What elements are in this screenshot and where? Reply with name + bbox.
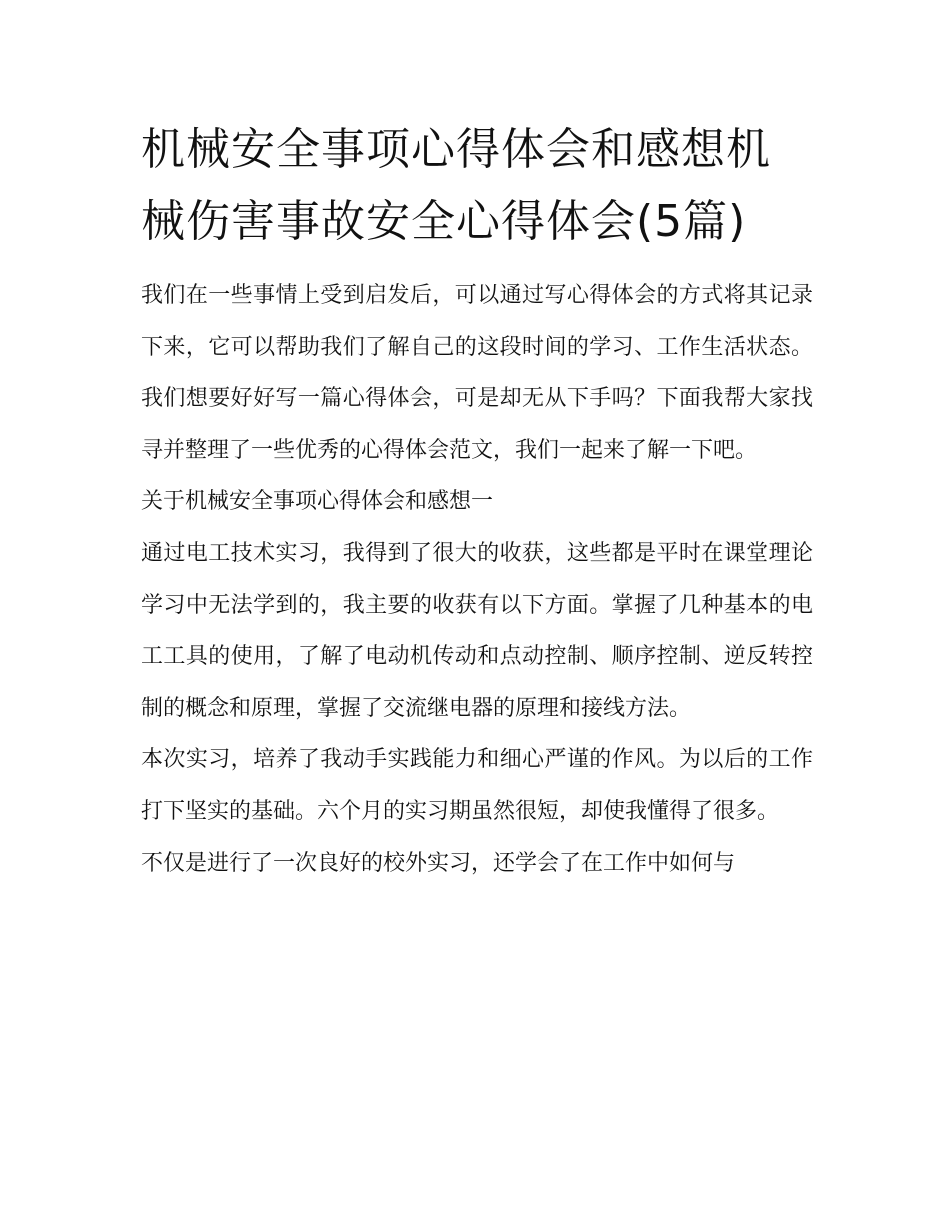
body-paragraph: 本次实习，培养了我动手实践能力和细心严谨的作风。为以后的工作打下坚实的基础。六个月的实习期虽然很短，却使我懂得了很多。 [141,747,813,824]
intro-paragraph: 我们在一些事情上受到启发后，可以通过写心得体会的方式将其记录下来，它可以帮助我们了解自己的这段时间的学习、工作生活状态。我们想要好好写一篇心得体会，可是却无从下手吗？下面我帮大家找寻并整理了一些优秀的心得体会范文，我们一起来了解一下吧。 [141,283,813,463]
body-paragraph: 不仅是进行了一次良好的校外实习，还学会了在工作中如何与 [141,850,736,876]
body-paragraph: 通过电工技术实习，我得到了很大的收获，这些都是平时在课堂理论学习中无法学到的，我主要的收获有以下方面。掌握了几种基本的电工工具的使用，了解了电动机传动和点动控制、顺序控制、逆反转控制的概念和原理，掌握了交流继电器的原理和接线方法。 [141,540,813,721]
document-page [141,114,813,889]
document-title: 机械安全事项心得体会和感想机械伤害事故安全心得体会(5篇) [141,124,771,247]
section-heading: 关于机械安全事项心得体会和感想一 [141,489,494,515]
